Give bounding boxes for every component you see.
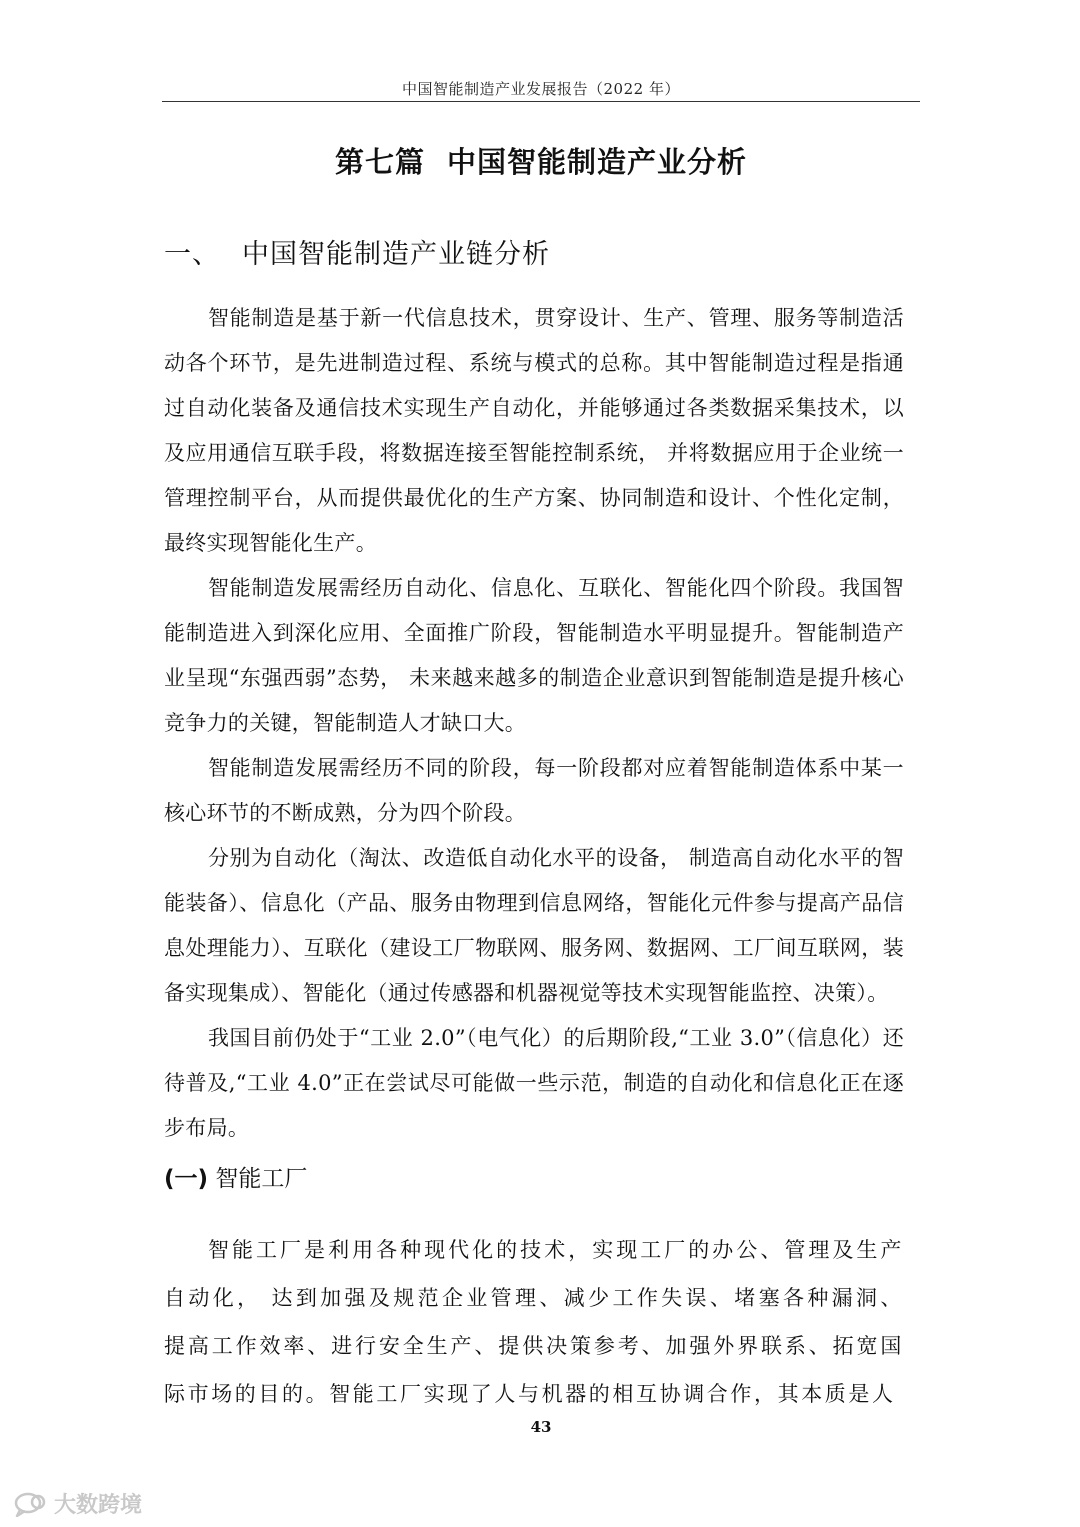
part-number: 第七篇 [334, 145, 425, 179]
paragraph: 智能制造发展需经历不同的阶段，每一阶段都对应着智能制造体系中某一核心环节的不断成熟，分为四个阶段。 [164, 756, 904, 825]
running-header: 中国智能制造产业发展报告（2022 年） [402, 80, 680, 98]
subsection-heading [164, 1160, 307, 1193]
paragraph: 我国目前仍处于“工业 2.0”（电气化）的后期阶段,“工业 3.0”（信息化）还待普及,“工业 4.0”正在尝试尽可能做一些示范，制造的自动化和信息化正在逐步布局。 [164, 1026, 904, 1140]
section-number: 一、 [164, 239, 220, 270]
subsection-title-text: 智能工厂 [215, 1166, 308, 1192]
subsection-number: (一) [164, 1166, 209, 1192]
paragraph: 分别为自动化（淘汰、改造低自动化水平的设备， 制造高自动化水平的智能装备）、信息化（产品、服务由物理到信息网络，智能化元件参与提高产品信息处理能力）、互联化（建设工厂物联网、服务网、数据网、工厂间互联网，装备实现集成）、智能化（通过传感器和机器视觉等技术实现智能监控、决策）。 [164, 846, 904, 1005]
part-title [162, 140, 920, 181]
subsection-body-text [164, 1226, 904, 1418]
paragraph: 智能制造是基于新一代信息技术，贯穿设计、生产、管理、服务等制造活动各个环节，是先进制造过程、系统与模式的总称。其中智能制造过程是指通过自动化装备及通信技术实现生产自动化，并能够通过各类数据采集技术，以及应用通信互联手段，将数据连接至智能控制系统， 并将数据应用于企业统一管理控制平台，从而提供最优化的生产方案、协同制造和设计、个性化定制，最终实现智能化生产。 [164, 306, 904, 555]
watermark-text: 大数跨境 [54, 1493, 143, 1518]
section-heading [164, 232, 550, 271]
paragraph: 智能制造发展需经历自动化、信息化、互联化、智能化四个阶段。我国智能制造进入到深化应用、全面推广阶段，智能制造水平明显提升。智能制造产业呈现“东强西弱”态势， 未来越来越多的制造企业意识到智能制造是提升核心竞争力的关键，智能制造人才缺口大。 [164, 576, 904, 735]
part-title-text: 中国智能制造产业分析 [447, 145, 748, 179]
header-divider [162, 101, 920, 102]
watermark [14, 1488, 142, 1519]
page-number: 43 [530, 1418, 552, 1436]
section-title-text: 中国智能制造产业链分析 [242, 239, 550, 270]
body-text [164, 296, 904, 1151]
paragraph: 智能工厂是利用各种现代化的技术，实现工厂的办公、管理及生产自动化， 达到加强及规范企业管理、减少工作失误、堵塞各种漏洞、提高工作效率、进行安全生产、提供决策参考、加强外界联系、拓宽国际市场的目的。智能工厂实现了人与机器的相互协调合作，其本质是人 [164, 1238, 904, 1406]
chat-bubble-logo-icon [14, 1491, 48, 1517]
